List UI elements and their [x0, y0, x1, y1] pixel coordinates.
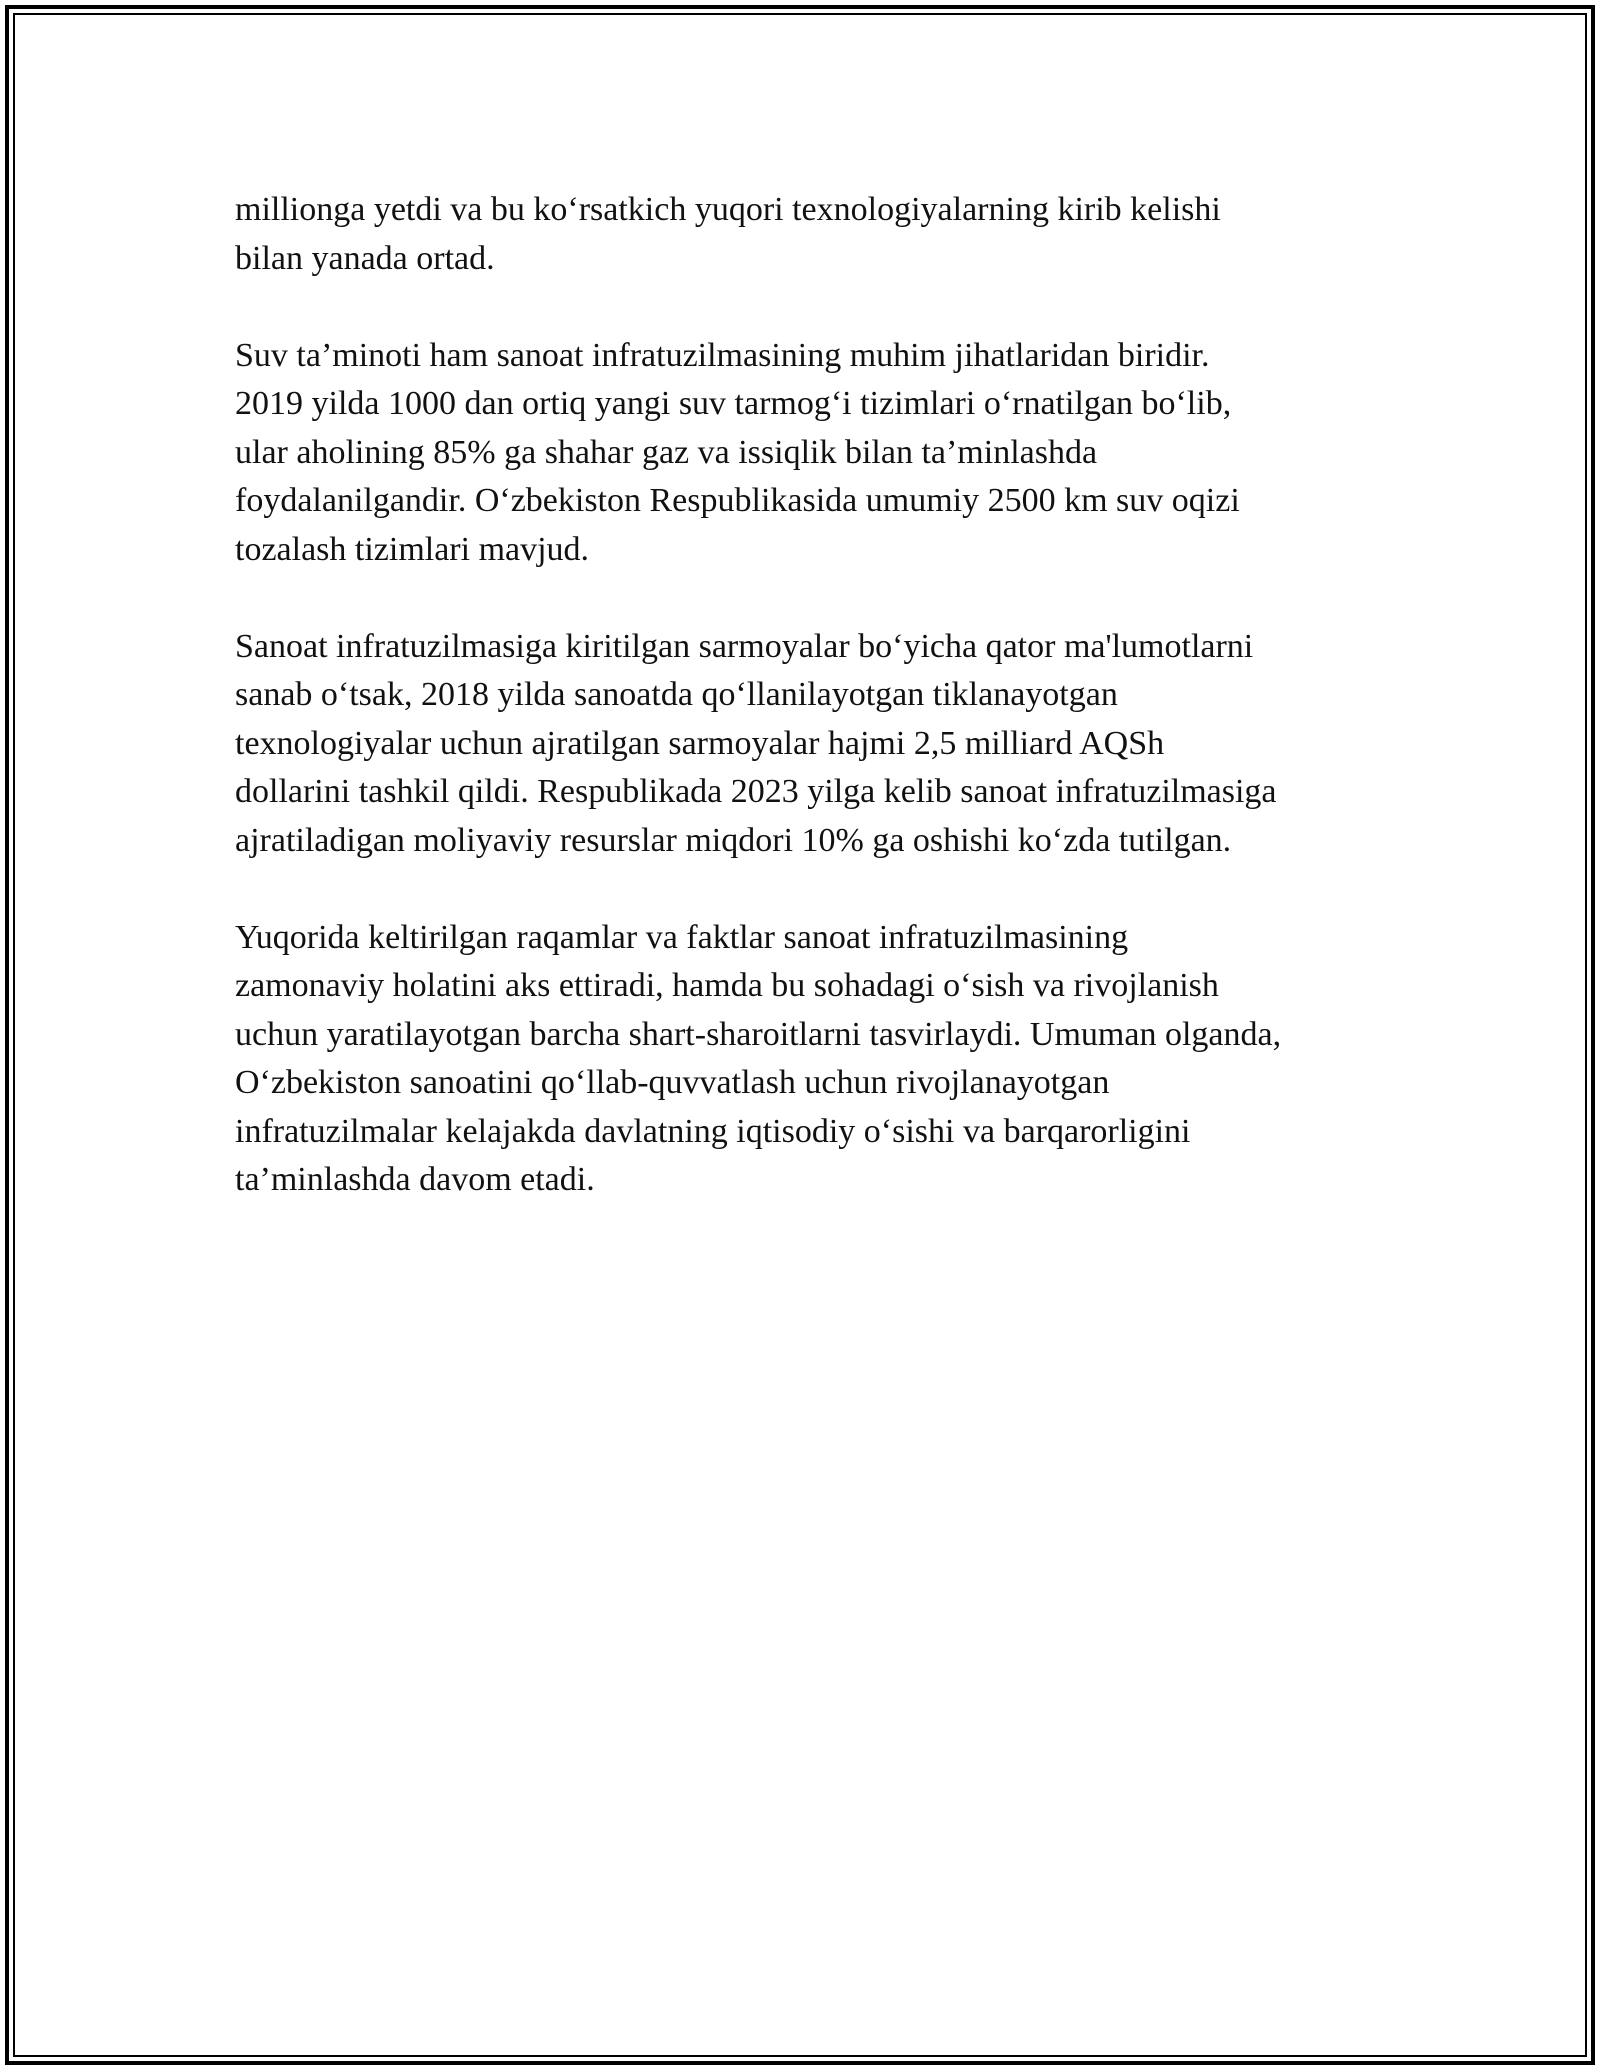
- paragraph-1: millionga yetdi va bu ko‘rsatkich yuqori texnologiyalarning kirib kelishi bilan yanada ortad.: [235, 191, 1221, 277]
- paragraph-3: Sanoat infratuzilmasiga kiritilgan sarmoyalar bo‘yicha qator ma'lumotlarni sanab o‘tsak, 2018 yilda sanoatda qo‘llanilayotgan tiklanayotgan texnologiyalar uchun ajratilgan sarmoyalar hajmi 2,5 milliard AQSh dollarini tashkil qildi. Respublikada 2023 yilga kelib sanoat infratuzilmasiga ajratiladigan moliyaviy resurslar miqdori 10% ga oshishi ko‘zda tutilgan.: [235, 627, 1277, 859]
- document-body: [235, 186, 1385, 1253]
- paragraph-2: Suv ta’minoti ham sanoat infratuzilmasining muhim jihatlaridan biridir. 2019 yilda 1000 dan ortiq yangi suv tarmog‘i tizimlari o‘rnatilgan bo‘lib, ular aholining 85% ga shahar gaz va issiqlik bilan ta’minlashda foydalanilgandir. O‘zbekiston Respublikasida umumiy 2500 km suv oqizi tozalash tizimlari mavjud.: [235, 336, 1240, 568]
- paragraph-4: Yuqorida keltirilgan raqamlar va faktlar sanoat infratuzilmasining zamonaviy holatini aks ettiradi, hamda bu sohadagi o‘sish va rivojlanish uchun yaratilayotgan barcha shart-sharoitlarni tasvirlaydi. Umuman olganda, O‘zbekiston sanoatini qo‘llab-quvvatlash uchun rivojlanayotgan infratuzilmalar kelajakda davlatning iqtisodiy o‘sishi va barqarorligini ta’minlashda davom etadi.: [235, 918, 1282, 1198]
